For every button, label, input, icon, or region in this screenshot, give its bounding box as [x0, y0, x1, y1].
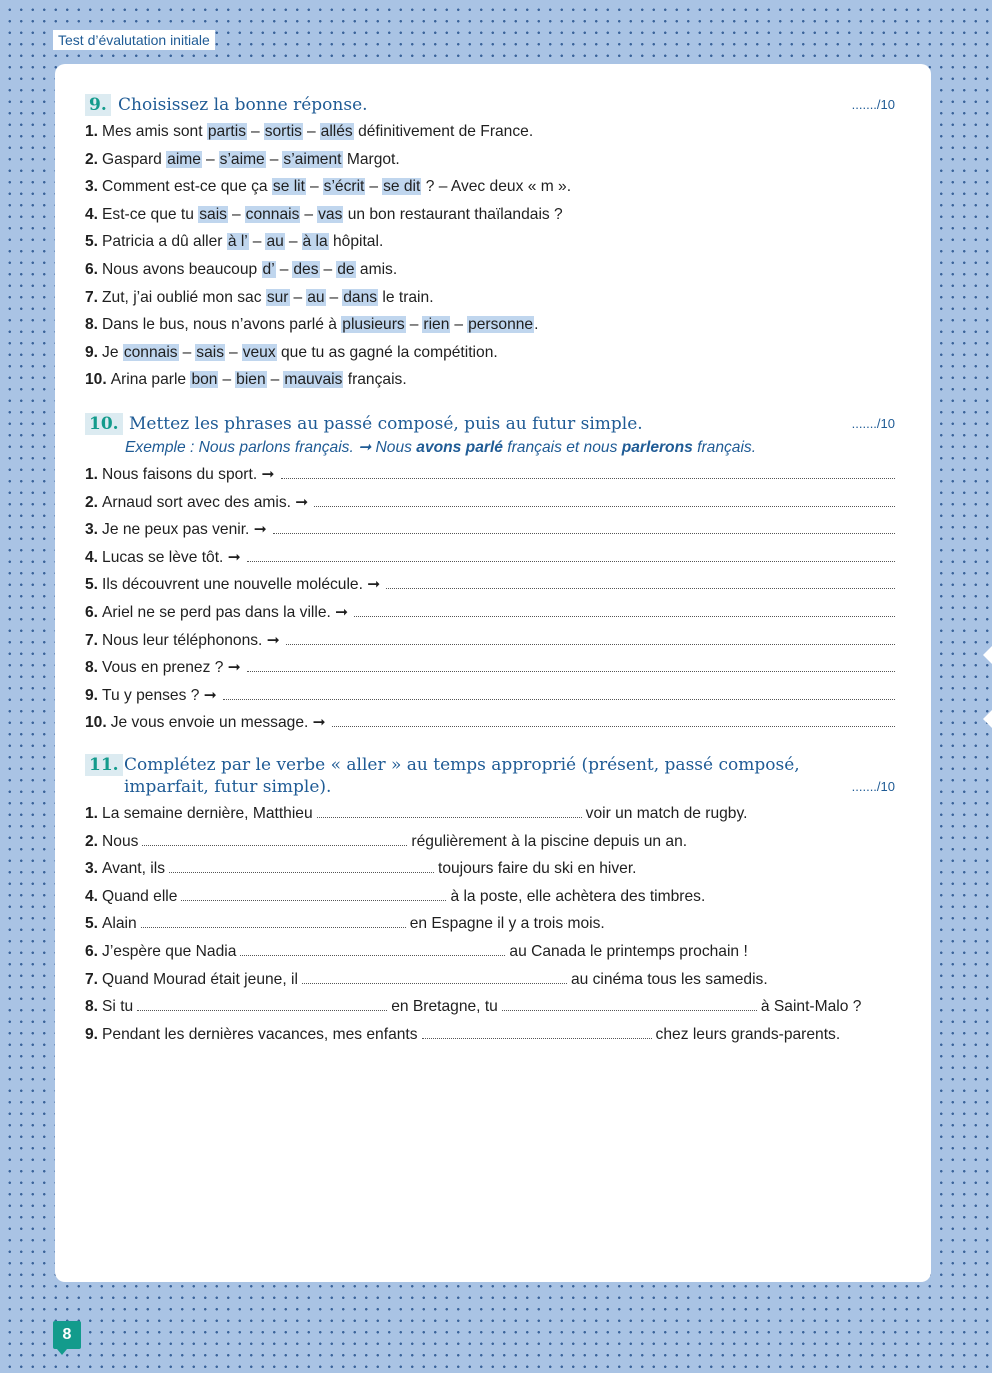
item-text: Lucas se lève tôt. ➞	[102, 548, 241, 566]
item-text: Ariel ne se perd pas dans la ville. ➞	[102, 603, 349, 621]
list-item	[85, 146, 895, 174]
option-separator: –	[205, 150, 215, 168]
item-text: le train.	[378, 288, 434, 306]
answer-option[interactable]: des	[293, 260, 319, 278]
answer-option[interactable]: à l’	[227, 233, 248, 251]
answer-option[interactable]: de	[337, 260, 355, 278]
answer-line[interactable]	[386, 571, 895, 589]
list-item	[85, 828, 895, 856]
item-text: Zut, j’ai oublié mon sac	[102, 288, 266, 306]
item-text: toujours faire du ski en hiver.	[438, 860, 637, 878]
page-number: 8	[53, 1321, 81, 1349]
item-number: 1.	[85, 805, 99, 822]
answer-option[interactable]: vas	[318, 205, 343, 223]
item-text: Ils découvrent une nouvelle molécule. ➞	[102, 576, 381, 594]
option-separator: –	[409, 316, 419, 334]
item-number: 6.	[85, 260, 99, 278]
answer-line[interactable]	[281, 461, 895, 479]
answer-line[interactable]	[223, 682, 895, 700]
option-separator: –	[293, 288, 303, 306]
list-item	[85, 571, 895, 599]
list-item	[85, 883, 895, 911]
item-number: 10.	[85, 371, 107, 389]
list-item	[85, 516, 895, 544]
example-sentence: Exemple : Nous parlons français. ➞ Nous avons parlé français et nous parlerons français.	[125, 439, 757, 456]
answer-line[interactable]	[354, 599, 895, 617]
answer-line[interactable]	[273, 516, 895, 534]
item-text: français.	[343, 371, 407, 389]
answer-option[interactable]: au	[307, 288, 325, 306]
answer-blank[interactable]	[302, 966, 567, 984]
item-text: Tu y penses ? ➞	[102, 686, 217, 704]
answer-blank[interactable]	[169, 855, 434, 873]
section-number: 11.	[85, 754, 123, 776]
item-number: 9.	[85, 686, 99, 704]
item-text: Quand Mourad était jeune, il	[102, 970, 298, 988]
item-number: 1.	[85, 466, 99, 483]
item-text: Vous en prenez ? ➞	[102, 659, 241, 677]
section-title-line-2: imparfait, futur simple).	[124, 777, 332, 797]
option-separator: –	[222, 371, 232, 389]
item-text: amis.	[355, 260, 398, 278]
list-item	[85, 201, 895, 229]
list-item	[85, 284, 895, 312]
item-number: 8.	[85, 316, 99, 334]
answer-option[interactable]: à la	[302, 233, 328, 251]
answer-line[interactable]	[314, 489, 895, 507]
item-text: au cinéma tous les samedis.	[570, 970, 768, 988]
section-title: Choisissez la bonne réponse.	[118, 95, 368, 115]
option-separator: –	[369, 178, 379, 196]
answer-blank[interactable]	[422, 1021, 652, 1039]
item-text: Nous faisons du sport. ➞	[102, 466, 275, 483]
list-item	[85, 461, 895, 489]
item-text: au Canada le printemps prochain !	[509, 942, 748, 960]
score-field[interactable]: ......./10	[851, 779, 895, 794]
answer-option[interactable]: dans	[343, 288, 378, 306]
item-text: voir un match de rugby.	[585, 805, 748, 822]
option-separator: –	[288, 233, 298, 251]
answer-option[interactable]: mauvais	[284, 371, 343, 389]
option-separator: –	[323, 260, 333, 278]
list-item	[85, 910, 895, 938]
list-item	[85, 228, 895, 256]
item-text: définitivement de France.	[353, 123, 534, 140]
list-item	[85, 599, 895, 627]
answer-option[interactable]: connais	[245, 205, 300, 223]
list-item	[85, 993, 895, 1021]
answer-blank[interactable]	[181, 883, 446, 901]
item-number: 7.	[85, 970, 99, 988]
item-text: régulièrement à la piscine depuis un an.	[411, 832, 688, 850]
list-item	[85, 544, 895, 572]
answer-option[interactable]: au	[266, 233, 284, 251]
answer-option[interactable]: se lit	[272, 178, 305, 196]
item-text: Quand elle	[102, 887, 178, 905]
option-separator: –	[306, 123, 316, 140]
section-11-header	[85, 754, 895, 800]
section-10	[85, 413, 895, 737]
option-separator: –	[251, 123, 260, 140]
score-field[interactable]: ......./10	[851, 97, 895, 112]
item-text: en Bretagne, tu	[391, 998, 498, 1016]
answer-option[interactable]: s’aime	[219, 150, 265, 168]
answer-option[interactable]: s’aiment	[283, 150, 342, 168]
conversion-list	[85, 461, 895, 737]
section-title-line-1: Complétez par le verbe « aller » au temps approprié (présent, passé composé,	[124, 755, 800, 775]
answer-line[interactable]	[247, 544, 895, 562]
answer-blank[interactable]	[137, 993, 387, 1011]
edge-notch	[983, 710, 992, 728]
answer-option[interactable]: bon	[191, 371, 218, 389]
edge-notch	[983, 646, 992, 664]
item-number: 3.	[85, 860, 99, 878]
item-text: Nous	[102, 832, 139, 850]
option-separator: –	[229, 343, 238, 361]
item-text: Je vous envoie un message. ➞	[110, 714, 326, 732]
option-separator: –	[279, 260, 289, 278]
answer-line[interactable]	[247, 654, 895, 672]
item-number: 2.	[85, 150, 99, 168]
answer-option[interactable]: aime	[167, 150, 201, 168]
section-number: 10.	[85, 413, 123, 435]
answer-line[interactable]	[286, 627, 895, 645]
list-item	[85, 855, 895, 883]
answer-option[interactable]: sais	[196, 343, 224, 361]
item-text: Margot.	[342, 150, 400, 168]
item-number: 9.	[85, 343, 99, 361]
option-separator: –	[329, 288, 339, 306]
list-item	[85, 173, 895, 201]
item-text: Nous avons beaucoup	[102, 260, 262, 278]
answer-option[interactable]: bien	[236, 371, 266, 389]
item-number: 7.	[85, 631, 99, 649]
item-number: 7.	[85, 288, 99, 306]
section-number: 9.	[85, 94, 111, 116]
answer-blank[interactable]	[502, 993, 757, 1011]
list-item	[85, 627, 895, 655]
option-separator: –	[231, 205, 241, 223]
item-number: 5.	[85, 576, 99, 594]
list-item	[85, 1021, 895, 1049]
list-item	[85, 682, 895, 710]
item-number: 9.	[85, 1025, 99, 1043]
score-field[interactable]: ......./10	[851, 416, 895, 431]
answer-line[interactable]	[332, 709, 895, 727]
item-number: 6.	[85, 603, 99, 621]
answer-option[interactable]: sais	[199, 205, 227, 223]
item-text: Arina parle	[110, 371, 191, 389]
item-number: 6.	[85, 942, 99, 960]
worksheet-page	[55, 64, 931, 1282]
item-text: Si tu	[102, 998, 134, 1016]
fill-in-list	[85, 800, 895, 1048]
item-number: 1.	[85, 123, 99, 140]
answer-option[interactable]: personne	[468, 316, 534, 334]
answer-option[interactable]: rien	[423, 316, 450, 334]
answer-option[interactable]: partis	[207, 123, 247, 140]
item-number: 4.	[85, 548, 99, 566]
item-number: 4.	[85, 887, 99, 905]
item-number: 4.	[85, 205, 99, 223]
option-separator: –	[269, 150, 279, 168]
item-text: Avant, ils	[102, 860, 165, 878]
answer-blank[interactable]	[141, 910, 406, 928]
list-item	[85, 966, 895, 994]
list-item	[85, 311, 895, 339]
answer-option[interactable]: se dit	[383, 178, 421, 196]
item-number: 8.	[85, 998, 99, 1016]
item-number: 3.	[85, 178, 99, 196]
header-tag: Test d’évalutation initiale	[53, 30, 215, 50]
item-text: Est-ce que tu	[102, 205, 199, 223]
option-separator: –	[182, 343, 192, 361]
list-item	[85, 339, 895, 367]
item-text: Arnaud sort avec des amis. ➞	[102, 493, 309, 511]
answer-blank[interactable]	[240, 938, 505, 956]
list-item	[85, 366, 895, 394]
answer-option[interactable]: connais	[123, 343, 178, 361]
option-separator: –	[252, 233, 262, 251]
answer-option[interactable]: s’écrit	[323, 178, 365, 196]
item-number: 8.	[85, 659, 99, 677]
item-text: Pendant les dernières vacances, mes enfants	[102, 1025, 418, 1043]
option-separator: –	[454, 316, 464, 334]
item-text: ? – Avec deux « m ».	[421, 178, 572, 196]
section-9	[85, 94, 895, 394]
item-text: .	[534, 316, 539, 334]
item-text: Alain	[102, 915, 137, 933]
section-9-header	[85, 94, 895, 118]
answer-option[interactable]: plusieurs	[342, 316, 405, 334]
item-text: un bon restaurant thaïlandais ?	[343, 205, 563, 223]
section-title: Mettez les phrases au passé composé, puis au futur simple.	[129, 414, 643, 434]
item-text: Je ne peux pas venir. ➞	[102, 521, 267, 539]
item-text: Patricia a dû aller	[102, 233, 227, 251]
item-number: 2.	[85, 832, 99, 850]
item-text: hôpital.	[328, 233, 384, 251]
item-text: en Espagne il y a trois mois.	[409, 915, 605, 933]
list-item	[85, 938, 895, 966]
answer-option[interactable]: sortis	[264, 123, 302, 140]
list-item	[85, 654, 895, 682]
item-text: J’espère que Nadia	[102, 942, 237, 960]
item-text: Nous leur téléphonons. ➞	[102, 631, 280, 649]
item-text: chez leurs grands-parents.	[655, 1025, 841, 1043]
choice-list	[85, 118, 895, 394]
item-text: Dans le bus, nous n’avons parlé à	[102, 316, 342, 334]
list-item	[85, 256, 895, 284]
answer-option[interactable]: veux	[242, 343, 276, 361]
item-number: 5.	[85, 233, 99, 251]
answer-option[interactable]: d’	[262, 260, 275, 278]
answer-option[interactable]: allés	[320, 123, 353, 140]
item-text: à la poste, elle achètera des timbres.	[450, 887, 706, 905]
item-number: 5.	[85, 915, 99, 933]
answer-option[interactable]: sur	[266, 288, 289, 306]
option-separator: –	[270, 371, 280, 389]
answer-blank[interactable]	[142, 828, 407, 846]
item-number: 3.	[85, 521, 99, 539]
item-text: Mes amis sont	[102, 123, 207, 140]
option-separator: –	[304, 205, 314, 223]
list-item	[85, 118, 895, 146]
item-text: à Saint-Malo ?	[760, 998, 862, 1016]
item-text: que tu as gagné la compétition.	[276, 343, 498, 361]
item-text: La semaine dernière, Matthieu	[102, 805, 313, 822]
list-item	[85, 489, 895, 517]
list-item	[85, 800, 895, 828]
answer-blank[interactable]	[317, 800, 582, 818]
section-10-header	[85, 413, 895, 437]
item-text: Comment est-ce que ça	[102, 178, 272, 196]
item-text: Je	[102, 343, 123, 361]
section-11	[85, 754, 895, 1048]
item-number: 10.	[85, 714, 107, 732]
list-item	[85, 709, 895, 737]
option-separator: –	[309, 178, 319, 196]
item-text: Gaspard	[102, 150, 167, 168]
item-number: 2.	[85, 493, 99, 511]
